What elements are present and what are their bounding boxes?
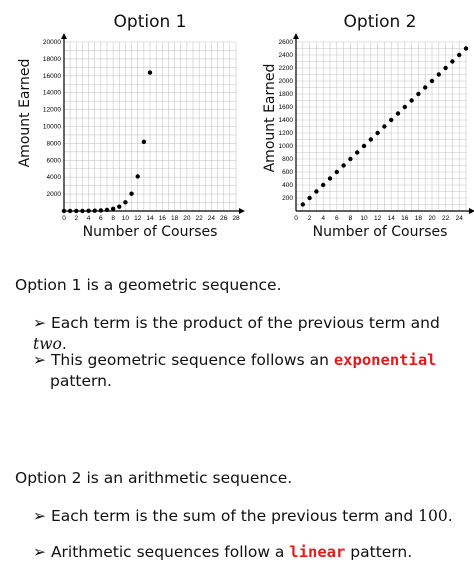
- data-point: [430, 79, 434, 83]
- y-tick-label: 20000: [42, 39, 61, 46]
- data-point: [382, 124, 386, 128]
- data-point: [117, 204, 121, 208]
- data-point: [93, 209, 97, 213]
- option2-bullet-1-text: Each term is the sum of the previous term and: [50, 507, 419, 525]
- y-tick-label: 16000: [42, 72, 61, 80]
- bullet-arrow-icon: ➢: [33, 314, 46, 332]
- option1-bullet-2-line2: pattern.: [50, 372, 112, 390]
- y-tick-label: 400: [282, 182, 293, 189]
- y-tick-label: 2000: [46, 191, 61, 199]
- x-tick-label: 18: [414, 215, 423, 222]
- x-tick-label: 24: [455, 215, 463, 222]
- y-tick-label: 1600: [278, 104, 293, 111]
- x-tick-label: 8: [111, 215, 115, 222]
- data-point: [416, 92, 420, 96]
- data-point: [301, 202, 305, 206]
- bullet-arrow-icon: ➢: [33, 351, 46, 369]
- x-tick-label: 24: [207, 215, 216, 222]
- data-point: [105, 208, 109, 212]
- x-tick-label: 2: [307, 215, 312, 222]
- chart2-xlabel: Number of Courses: [312, 224, 448, 240]
- data-point: [86, 209, 90, 213]
- y-tick-label: 12000: [42, 106, 61, 114]
- x-tick-label: 10: [360, 215, 368, 222]
- data-point: [423, 85, 427, 89]
- data-point: [450, 59, 454, 63]
- x-tick-label: 4: [321, 215, 326, 222]
- data-point: [409, 98, 413, 102]
- bullet-arrow-icon: ➢: [33, 543, 46, 561]
- data-point: [396, 111, 400, 115]
- y-tick-label: 2000: [278, 78, 293, 85]
- y-tick-label: 2600: [278, 39, 293, 46]
- data-point: [464, 46, 468, 50]
- option1-bullet-1-text: Each term is the product of the previous term and: [50, 314, 440, 332]
- option1-bullet-1-multiplier: two: [33, 335, 62, 353]
- data-point: [403, 105, 407, 109]
- x-tick-label: 2: [74, 215, 79, 222]
- y-tick-label: 14000: [42, 89, 61, 97]
- option2-bullet-2-end: pattern.: [345, 543, 413, 561]
- data-point: [62, 209, 66, 213]
- data-point: [328, 176, 332, 180]
- data-point: [129, 191, 133, 195]
- option1-bullet-2-keyword: exponential: [333, 351, 437, 369]
- option2-bullet-1-number: 100: [418, 507, 448, 525]
- y-tick-label: 6000: [46, 157, 61, 165]
- x-tick-label: 12: [373, 215, 382, 222]
- x-tick-label: 16: [401, 215, 409, 222]
- x-axis-arrow: [469, 208, 474, 214]
- chart1-title: Option 1: [113, 12, 187, 32]
- x-tick-label: 22: [195, 215, 203, 222]
- option2-bullet-1-end: .: [447, 507, 453, 525]
- data-point: [80, 209, 84, 213]
- option1-bullet-2: [33, 350, 436, 371]
- y-tick-label: 1400: [278, 117, 293, 124]
- y-tick-label: 2200: [278, 65, 293, 72]
- chart2-ylabel: Amount Earned: [262, 63, 278, 173]
- x-tick-label: 14: [146, 215, 154, 222]
- chart1-xlabel: Number of Courses: [82, 224, 218, 240]
- y-tick-label: 18000: [42, 55, 61, 63]
- data-point: [136, 174, 140, 178]
- data-point: [321, 183, 325, 187]
- x-tick-label: 6: [99, 215, 103, 222]
- data-point: [111, 207, 115, 211]
- option2-bullet-1: [33, 506, 453, 527]
- x-tick-label: 20: [428, 215, 436, 222]
- data-point: [355, 150, 359, 154]
- option1-bullet-1: [33, 313, 474, 355]
- bullet-arrow-icon: ➢: [33, 507, 46, 525]
- option2-bullet-2-text: Arithmetic sequences follow a: [50, 543, 290, 561]
- x-tick-label: 18: [170, 215, 179, 222]
- x-tick-label: 26: [220, 215, 228, 222]
- data-point: [457, 53, 461, 57]
- data-point: [123, 200, 127, 204]
- data-point: [389, 118, 393, 122]
- y-tick-label: 1200: [278, 130, 293, 137]
- data-point: [74, 209, 78, 213]
- option2-bullet-2: [33, 542, 412, 563]
- data-point: [142, 140, 146, 144]
- x-tick-label: 0: [62, 215, 66, 222]
- data-point: [99, 208, 103, 212]
- chart2-title: Option 2: [343, 12, 417, 32]
- x-tick-label: 14: [387, 215, 395, 222]
- option1-bullet-2-text: This geometric sequence follows an: [50, 351, 334, 369]
- x-tick-label: 28: [232, 215, 240, 222]
- y-tick-label: 4000: [46, 174, 61, 182]
- y-tick-label: 1000: [278, 143, 293, 150]
- x-tick-label: 6: [334, 215, 339, 222]
- data-point: [148, 70, 152, 74]
- y-tick-label: 1800: [278, 91, 293, 98]
- data-point: [348, 157, 352, 161]
- data-point: [362, 144, 366, 148]
- x-axis-arrow: [239, 208, 245, 214]
- y-tick-label: 10000: [42, 123, 61, 131]
- option1-intro: Option 1 is a geometric sequence.: [15, 276, 282, 294]
- y-tick-label: 8000: [46, 140, 61, 148]
- y-tick-label: 200: [282, 195, 293, 202]
- x-tick-label: 8: [348, 215, 353, 222]
- x-tick-label: 4: [86, 215, 91, 222]
- y-tick-label: 800: [282, 156, 293, 163]
- x-tick-label: 10: [121, 215, 130, 222]
- x-tick-label: 0: [294, 215, 298, 222]
- data-point: [369, 137, 373, 141]
- data-point: [314, 189, 318, 193]
- data-point: [375, 131, 379, 135]
- option2-intro: Option 2 is an arithmetic sequence.: [15, 469, 293, 487]
- y-axis-arrow: [61, 33, 67, 39]
- data-point: [341, 163, 345, 167]
- charts-canvas: [0, 0, 474, 250]
- x-tick-label: 12: [134, 215, 142, 222]
- x-tick-label: 22: [441, 215, 450, 222]
- chart1-ylabel: Amount Earned: [17, 58, 33, 168]
- x-tick-label: 16: [158, 215, 166, 222]
- option1-bullet-1-end: .: [61, 335, 67, 353]
- data-point: [68, 209, 72, 213]
- data-point: [335, 170, 339, 174]
- x-tick-label: 20: [183, 215, 191, 222]
- y-tick-label: 2400: [278, 52, 293, 59]
- data-point: [437, 72, 441, 76]
- y-axis-arrow: [293, 33, 299, 39]
- data-point: [443, 66, 447, 70]
- data-point: [307, 196, 311, 200]
- y-tick-label: 600: [282, 169, 293, 176]
- option2-bullet-2-keyword: linear: [289, 543, 346, 561]
